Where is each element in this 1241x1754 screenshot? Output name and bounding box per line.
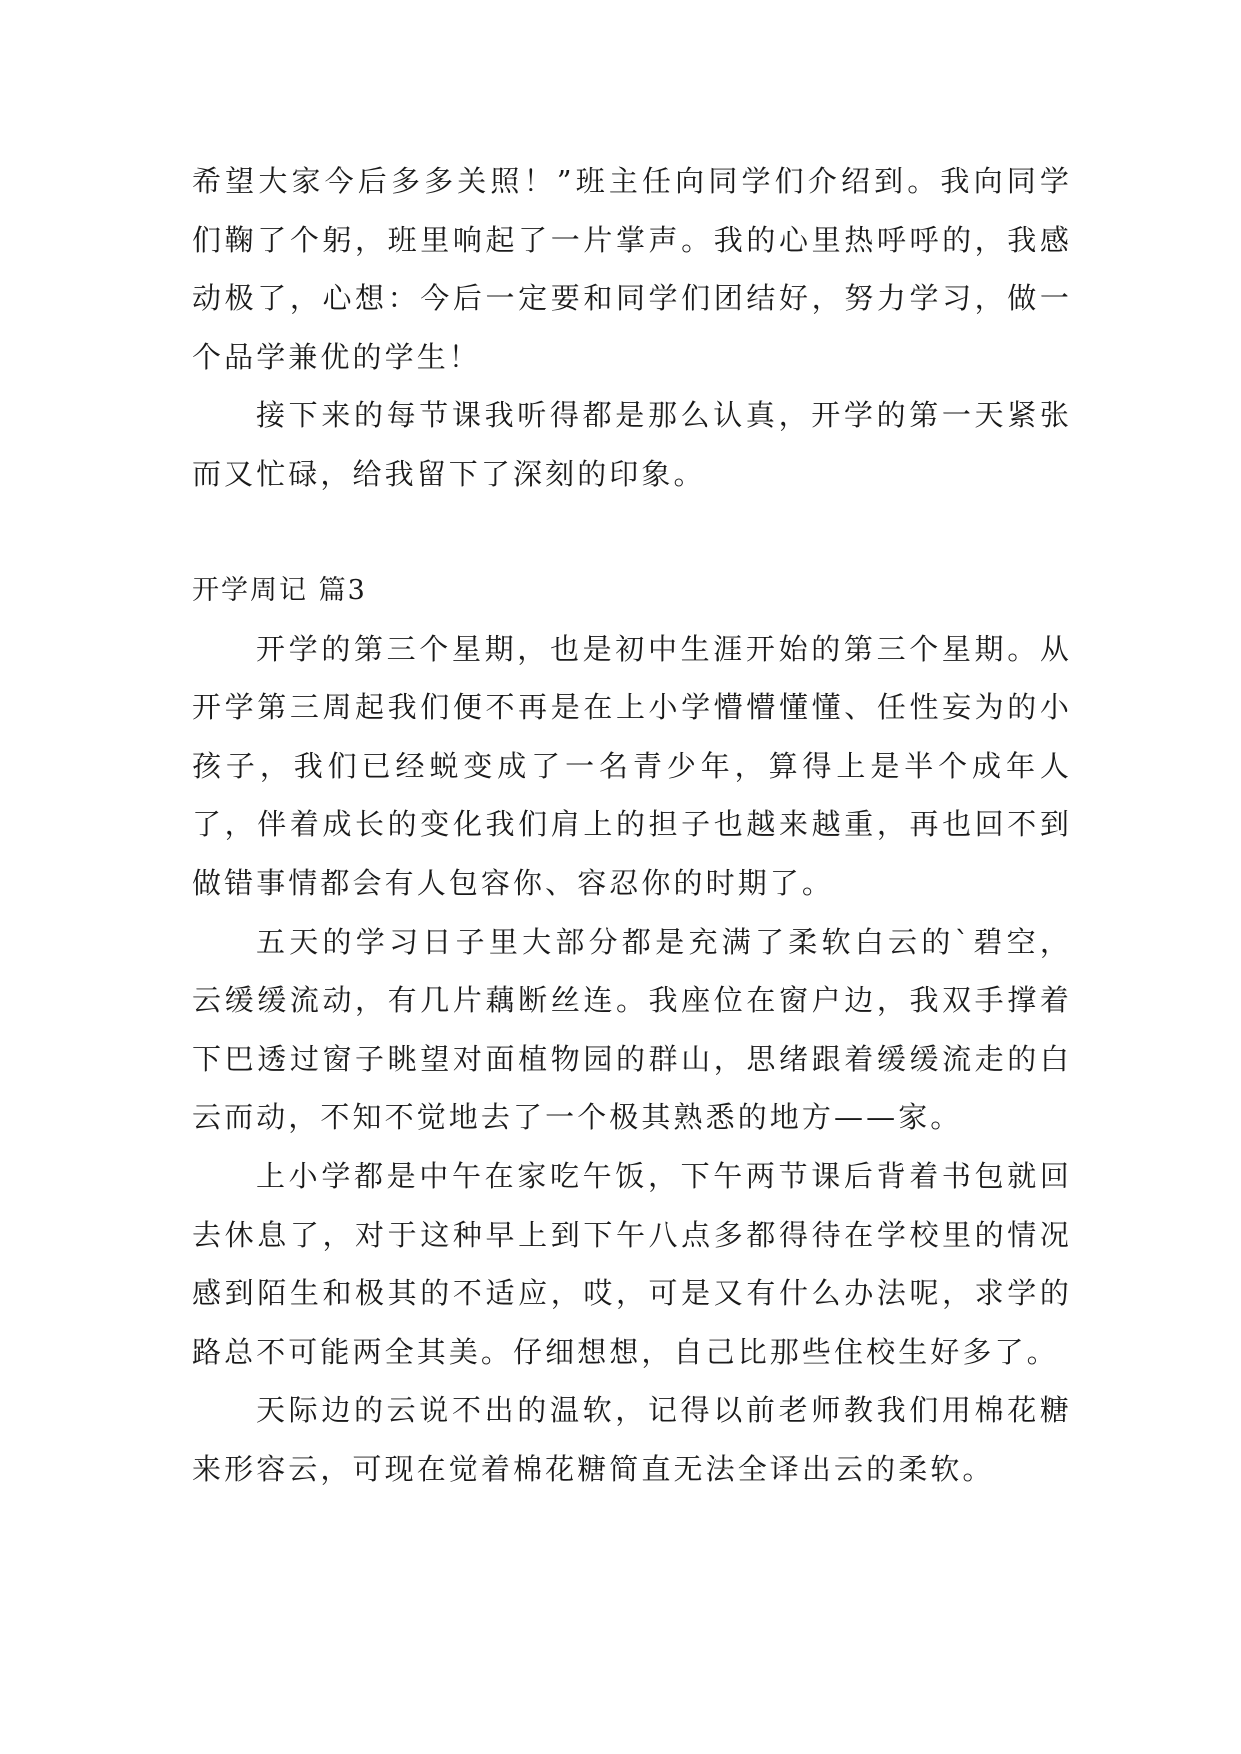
- paragraph-third-week: 开学的第三个星期，也是初中生涯开始的第三个星期。从开学第三周起我们便不再是在上小学懵懵懂懂、任性妄为的小孩子，我们已经蜕变成了一名青少年，算得上是半个成年人了，伴着成长的变化我们肩上的担子也越来越重，再也回不到做错事情都会有人包容你、容忍你的时期了。: [192, 631, 1072, 900]
- paragraph-clouds-window: 五天的学习日子里大部分都是充满了柔软白云的`碧空，云缓缓流动，有几片藕断丝连。我座位在窗户边，我双手撑着下巴透过窗子眺望对面植物园的群山，思绪跟着缓缓流走的白云而动，不知不觉地去了一个极其熟悉的地方——家。: [192, 924, 1072, 1135]
- paragraph-first-day-summary: 接下来的每节课我听得都是那么认真，开学的第一天紧张而又忙碌，给我留下了深刻的印象。: [192, 398, 1072, 491]
- document-body: [192, 152, 1072, 1498]
- paragraph-school-schedule: 上小学都是中午在家吃午饭，下午两节课后背着书包就回去休息了，对于这种早上到下午八点多都得待在学校里的情况感到陌生和极其的不适应，哎，可是又有什么办法呢，求学的路总不可能两全其美。仔细想想，自己比那些住校生好多了。: [192, 1158, 1072, 1369]
- section-heading: 开学周记 篇3: [192, 574, 367, 606]
- paragraph-cotton-candy: 天际边的云说不出的温软，记得以前老师教我们用棉花糖来形容云，可现在觉着棉花糖简直无法全译出云的柔软。: [192, 1393, 1072, 1486]
- paragraph-continued: 希望大家今后多多关照！”班主任向同学们介绍到。我向同学们鞠了个躬，班里响起了一片掌声。我的心里热呼呼的，我感动极了，心想：今后一定要和同学们团结好，努力学习，做一个品学兼优的学生！: [192, 164, 1072, 374]
